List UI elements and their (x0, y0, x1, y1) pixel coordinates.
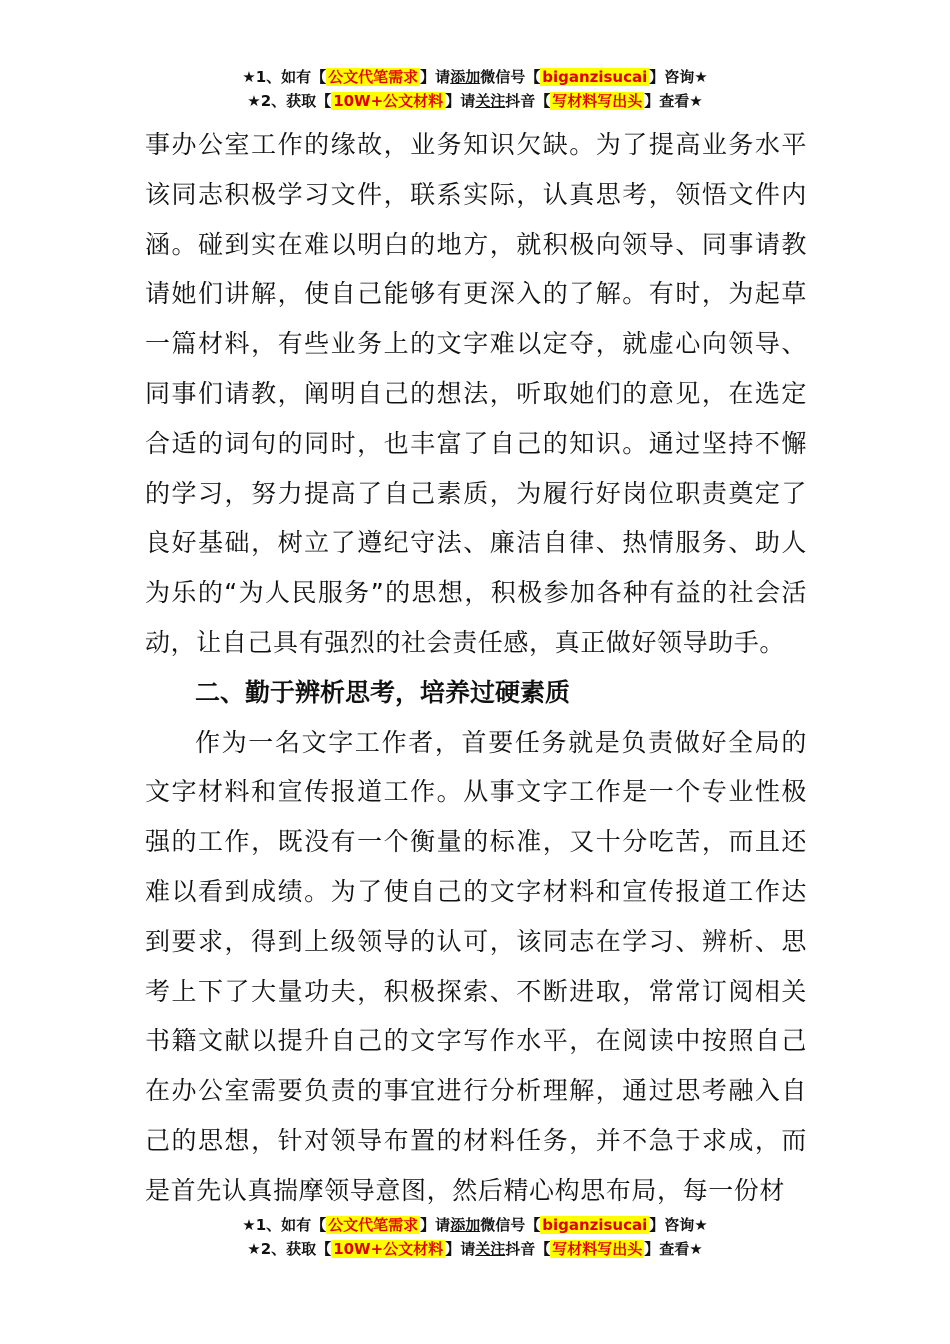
highlight-service: 公文代笔需求 (328, 1216, 419, 1234)
banner-line-2 (0, 1238, 950, 1262)
highlight-materials: 10W+公文材料 (333, 1240, 444, 1258)
banner-underlined-text: 添加 (450, 68, 481, 86)
banner-text: ★2、获取【 (247, 1240, 332, 1258)
paragraph-continued: 事办公室工作的缘故，业务知识欠缺。为了提高业务水平该同志积极学习文件，联系实际，认真思考，领悟文件内涵。碰到实在难以明白的地方，就积极向领导、同事请教请她们讲解，使自己能够有更深入的了解。有时，为起草一篇材料，有些业务上的文字难以定夺，就虚心向领导、同事们请教，阐明自己的想法，听取她们的意见，在选定合适的词句的同时，也丰富了自己的知识。通过坚持不懈的学习，努力提高了自己素质，为履行好岗位职责奠定了良好基础，树立了遵纪守法、廉洁自律、热情服务、助人为乐的“为人民服务”的思想，积极参加各种有益的社会活动，让自己具有强烈的社会责任感，真正做好领导助手。 (145, 130, 807, 657)
section-heading: 二、勤于辨析思考，培养过硬素质 (195, 677, 571, 707)
banner-text: 抖音【 (505, 1240, 551, 1258)
footer-banner (0, 1214, 950, 1262)
document-body (145, 120, 807, 1216)
highlight-materials: 10W+公文材料 (333, 92, 444, 110)
banner-text: 】请 (445, 92, 476, 110)
banner-text: 】请 (445, 1240, 476, 1258)
banner-underlined-text: 关注 (475, 1240, 506, 1258)
banner-underlined-text: 关注 (475, 92, 506, 110)
banner-text: ★1、如有【 (242, 68, 327, 86)
banner-line-2 (0, 90, 950, 114)
banner-text: ★2、获取【 (247, 92, 332, 110)
highlight-douyin-id: 写材料写出头 (552, 1240, 643, 1258)
banner-text: 】请 (420, 68, 451, 86)
banner-text: 】请 (420, 1216, 451, 1234)
banner-text: 】查看★ (644, 1240, 703, 1258)
banner-text: ★1、如有【 (242, 1216, 327, 1234)
banner-text: 】咨询★ (649, 68, 708, 86)
highlight-wechat-id: biganzisucai (542, 68, 648, 86)
header-banner (0, 66, 950, 114)
paragraph-section-2: 作为一名文字工作者，首要任务就是负责做好全局的文字材料和宣传报道工作。从事文字工作是一个专业性极强的工作，既没有一个衡量的标准，又十分吃苦，而且还难以看到成绩。为了使自己的文字材料和宣传报道工作达到要求，得到上级领导的认可，该同志在学习、辨析、思考上下了大量功夫，积极探索、不断进取，常常订阅相关书籍文献以提升自己的文字写作水平，在阅读中按照自己在办公室需要负责的事宜进行分析理解，通过思考融入自己的思想，针对领导布置的材料任务，并不急于求成，而是首先认真揣摩领导意图，然后精心构思布局，每一份材 (145, 727, 807, 1205)
highlight-service: 公文代笔需求 (328, 68, 419, 86)
highlight-wechat-id: biganzisucai (542, 1216, 648, 1234)
banner-line-1 (0, 1214, 950, 1238)
highlight-douyin-id: 写材料写出头 (552, 92, 643, 110)
banner-text: 】咨询★ (649, 1216, 708, 1234)
banner-text: 】查看★ (644, 92, 703, 110)
banner-text: 微信号【 (480, 68, 541, 86)
banner-text: 抖音【 (505, 92, 551, 110)
banner-underlined-text: 添加 (450, 1216, 481, 1234)
banner-text: 微信号【 (480, 1216, 541, 1234)
banner-line-1 (0, 66, 950, 90)
